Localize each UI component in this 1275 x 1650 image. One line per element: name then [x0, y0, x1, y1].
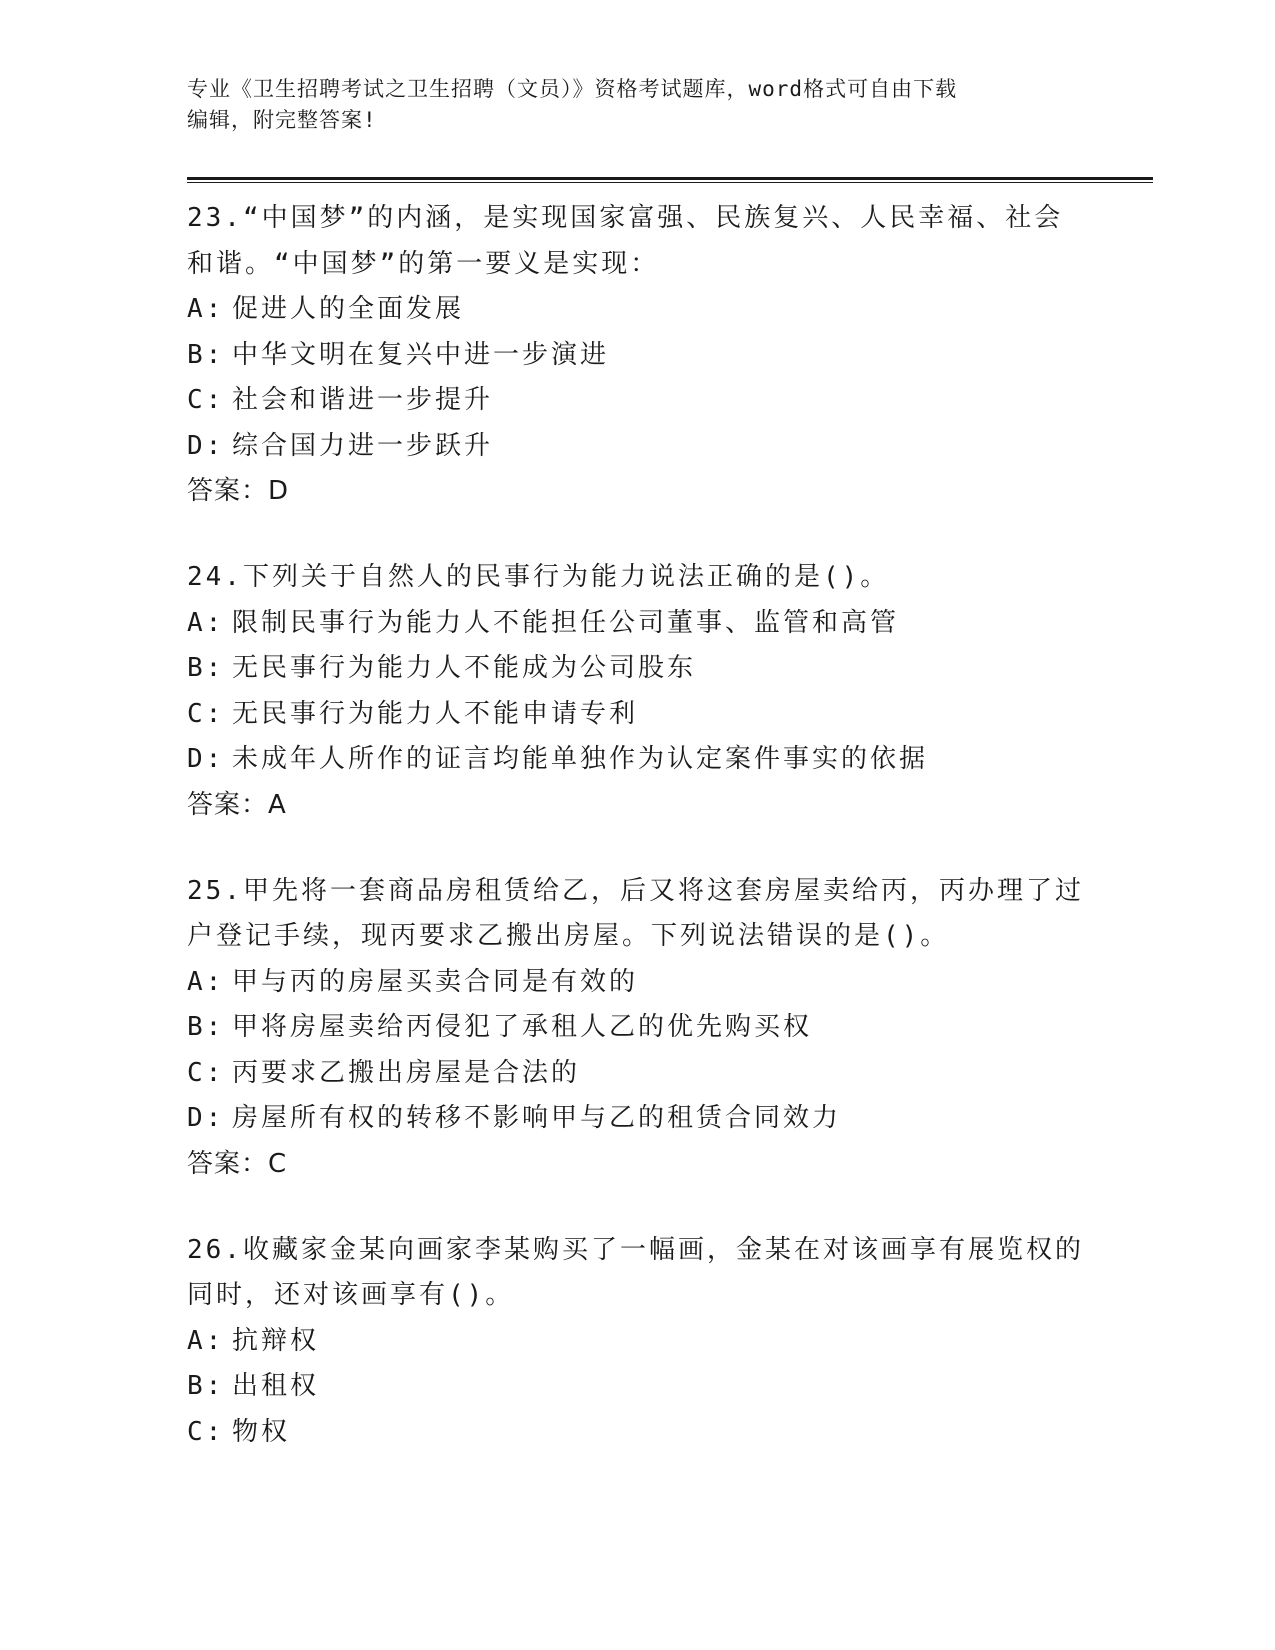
header-line-2: 编辑，附完整答案! — [187, 108, 377, 132]
question-23 — [187, 196, 1147, 514]
option-letter: A: — [187, 1325, 225, 1356]
document-page — [187, 74, 1147, 1496]
option-b — [187, 646, 1147, 692]
divider-thin-line — [187, 182, 1153, 183]
option-a — [187, 601, 1147, 647]
question-stem-line: 同时，还对该画享有()。 — [187, 1280, 515, 1310]
question-stem-line: 24.下列关于自然人的民事行为能力说法正确的是()。 — [187, 562, 890, 592]
option-text: 社会和谐进一步提升 — [232, 385, 494, 415]
document-header — [187, 74, 1147, 136]
option-d — [187, 737, 1147, 783]
question-24 — [187, 555, 1147, 828]
option-letter: D: — [187, 1103, 225, 1133]
option-text: 甲与丙的房屋买卖合同是有效的 — [232, 966, 639, 997]
question-25 — [187, 869, 1147, 1187]
option-letter: B: — [187, 653, 225, 683]
answer-label: 答案：C — [187, 1148, 288, 1179]
option-text: 房屋所有权的转移不影响甲与乙的租赁合同效力 — [232, 1103, 842, 1133]
option-letter: C: — [187, 385, 225, 415]
option-text: 中华文明在复兴中进一步演进 — [232, 339, 610, 370]
option-letter: B: — [187, 1371, 225, 1401]
question-stem-line: 25.甲先将一套商品房租赁给乙，后又将这套房屋卖给丙，丙办理了过 — [187, 875, 1084, 906]
option-d — [187, 424, 1147, 470]
question-26 — [187, 1228, 1147, 1456]
option-c — [187, 1051, 1147, 1097]
header-line-1: 专业《卫生招聘考试之卫生招聘（文员）》资格考试题库，word格式可自由下载 — [187, 77, 958, 101]
question-list — [187, 196, 1147, 1455]
option-letter: D: — [187, 744, 225, 774]
option-letter: D: — [187, 430, 225, 461]
option-text: 丙要求乙搬出房屋是合法的 — [232, 1057, 581, 1088]
option-text: 综合国力进一步跃升 — [232, 430, 494, 461]
question-stem-line: 26.收藏家金某向画家李某购买了一幅画，金某在对该画享有展览权的 — [187, 1234, 1084, 1265]
option-c — [187, 1410, 1147, 1456]
option-text: 甲将房屋卖给丙侵犯了承租人乙的优先购买权 — [232, 1012, 813, 1042]
option-a — [187, 287, 1147, 333]
option-letter: A: — [187, 966, 225, 997]
option-letter: C: — [187, 1416, 225, 1447]
option-letter: C: — [187, 1057, 225, 1088]
option-letter: B: — [187, 339, 225, 370]
option-letter: C: — [187, 698, 225, 729]
option-letter: B: — [187, 1012, 225, 1042]
option-a — [187, 1319, 1147, 1365]
answer-label: 答案：A — [187, 789, 287, 820]
option-c — [187, 378, 1147, 424]
option-text: 未成年人所作的证言均能单独作为认定案件事实的依据 — [232, 744, 929, 774]
question-stem-line: 户登记手续，现丙要求乙搬出房屋。下列说法错误的是()。 — [187, 921, 950, 951]
option-c — [187, 692, 1147, 738]
header-divider — [187, 177, 1153, 183]
option-text: 促进人的全面发展 — [232, 294, 465, 324]
option-b — [187, 333, 1147, 379]
option-letter: A: — [187, 294, 225, 324]
option-text: 抗辩权 — [232, 1325, 320, 1356]
option-text: 限制民事行为能力人不能担任公司董事、监管和高管 — [232, 607, 900, 638]
option-d — [187, 1096, 1147, 1142]
question-stem-line: 23.“中国梦”的内涵，是实现国家富强、民族复兴、人民幸福、社会 — [187, 203, 1064, 233]
option-letter: A: — [187, 607, 225, 638]
option-b — [187, 1005, 1147, 1051]
option-text: 无民事行为能力人不能申请专利 — [232, 698, 639, 729]
option-text: 物权 — [232, 1416, 291, 1447]
option-b — [187, 1364, 1147, 1410]
option-text: 无民事行为能力人不能成为公司股东 — [232, 653, 697, 683]
option-text: 出租权 — [232, 1371, 320, 1401]
option-a — [187, 960, 1147, 1006]
answer-label: 答案：D — [187, 476, 290, 506]
question-stem-line: 和谐。“中国梦”的第一要义是实现： — [187, 248, 660, 279]
